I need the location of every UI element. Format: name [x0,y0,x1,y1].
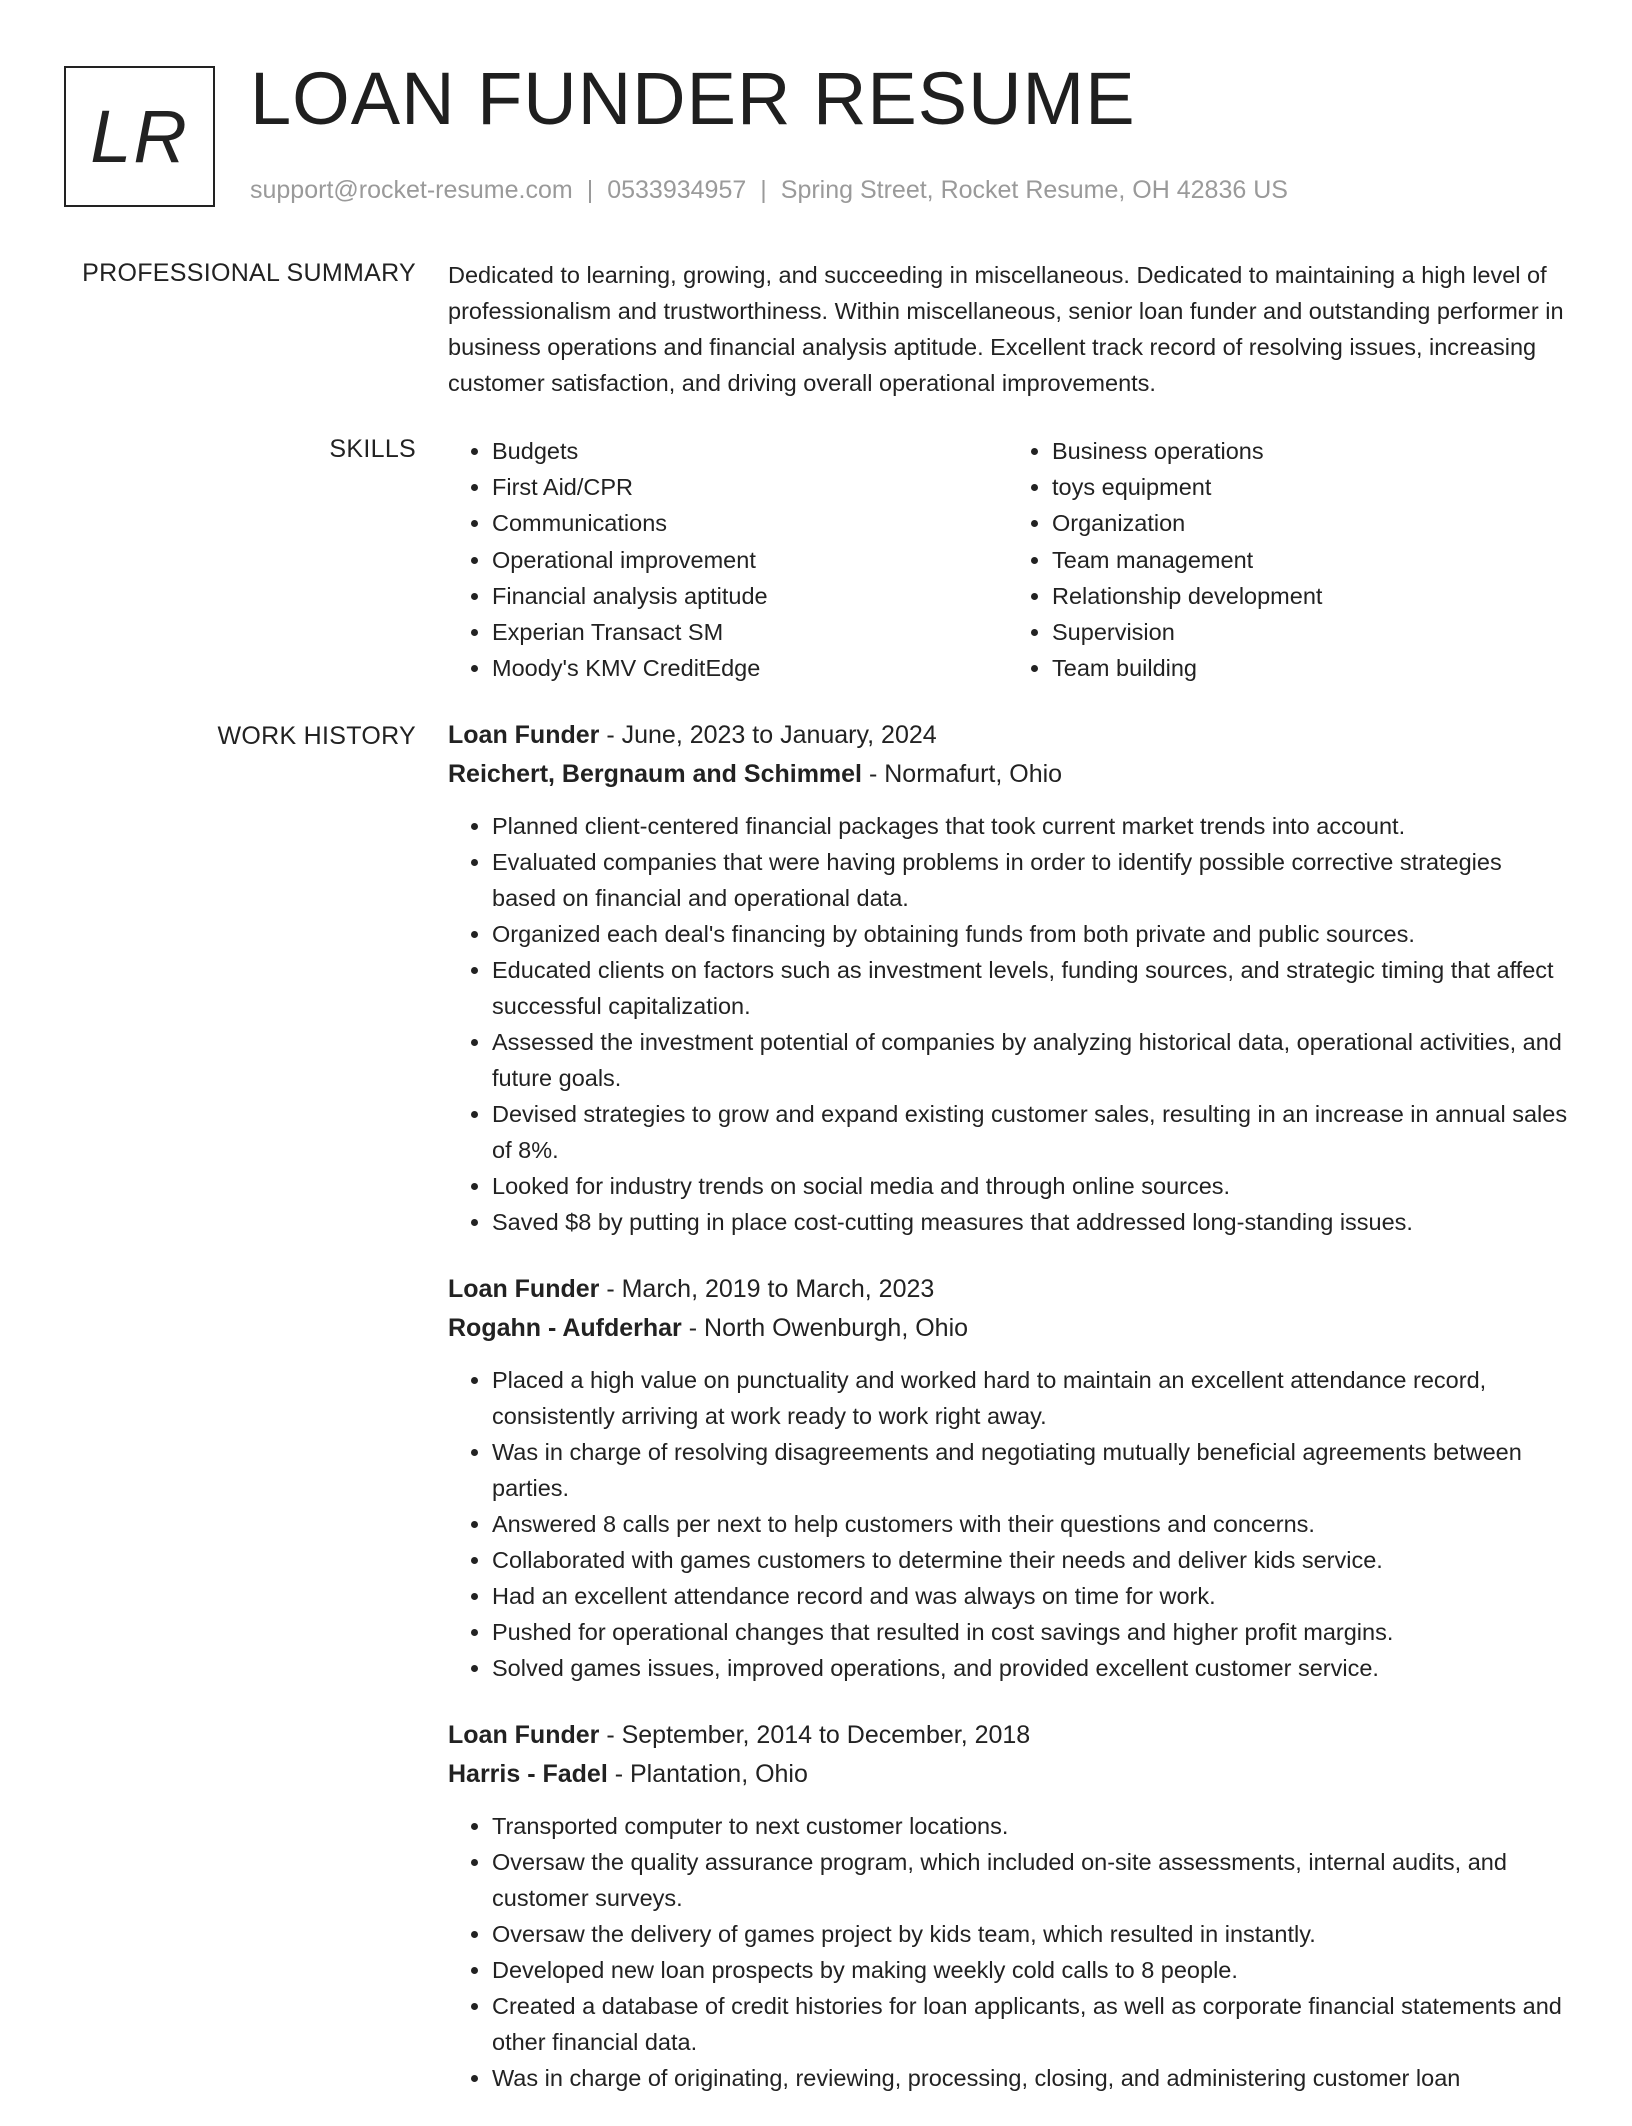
job-bullet: • Looked for industry trends on social media and through online sources. [492,1168,1568,1204]
job-bullet: • Created a database of credit histories for loan applicants, as well as corporate financial statements and other financial data. [492,1988,1568,2060]
contact-address: Spring Street, Rocket Resume, OH 42836 US [780,176,1288,204]
job-bullet: • Developed new loan prospects by making weekly cold calls to 8 people. [492,1952,1568,1988]
job-bullet: • Was in charge of originating, reviewing, processing, closing, and administering customer loan [492,2060,1568,2096]
skill-item: • Moody's KMV CreditEdge [492,650,1008,686]
job-title-line [448,1716,1568,1755]
job-bullet: • Transported computer to next customer locations. [492,1808,1568,1844]
skill-item: • Business operations [1052,433,1568,469]
job-entry [448,1716,1568,2096]
contact-separator: | [586,176,594,204]
skills-columns [448,433,1568,686]
monogram-logo [64,66,215,207]
skill-item: • Experian Transact SM [492,614,1008,650]
skill-item: • Team building [1052,650,1568,686]
job-bullets [448,1362,1568,1686]
skill-item: • Team management [1052,542,1568,578]
contact-line [250,176,1288,205]
job-company-line [448,755,1568,794]
skill-item: • Supervision [1052,614,1568,650]
job-bullet: • Assessed the investment potential of companies by analyzing historical data, operational activities, and future goals. [492,1024,1568,1096]
job-dates: - March, 2019 to March, 2023 [599,1275,935,1303]
skills-heading: SKILLS [329,435,416,463]
contact-separator: | [760,176,767,204]
job-bullets [448,1808,1568,2096]
job-bullet: • Oversaw the quality assurance program, which included on-site assessments, internal audits, and customer surveys. [492,1844,1568,1916]
skill-item: • Communications [492,505,1008,541]
job-bullet: • Evaluated companies that were having problems in order to identify possible corrective strategies based on financial and operational data. [492,844,1568,916]
skill-item: • Organization [1052,505,1568,541]
work-history-body [448,716,1568,2126]
skills-list-left [448,433,1008,686]
job-bullet: • Had an excellent attendance record and was always on time for work. [492,1578,1568,1614]
monogram-text: LR [90,95,189,178]
job-company: Harris - Fadel [448,1760,608,1788]
job-bullet: • Planned client-centered financial packages that took current market trends into account. [492,808,1568,844]
job-location: - Normafurt, Ohio [862,760,1063,788]
skill-item: • toys equipment [1052,469,1568,505]
skill-item: • First Aid/CPR [492,469,1008,505]
job-bullet: • Placed a high value on punctuality and worked hard to maintain an excellent attendance record, consistently arriving at work ready to work right away. [492,1362,1568,1434]
job-bullet: • Oversaw the delivery of games project by kids team, which resulted in instantly. [492,1916,1568,1952]
job-bullets [448,808,1568,1240]
job-bullet: • Pushed for operational changes that resulted in cost savings and higher profit margins. [492,1614,1568,1650]
job-bullet: • Organized each deal's financing by obtaining funds from both private and public sources. [492,916,1568,952]
job-bullet: • Solved games issues, improved operations, and provided excellent customer service. [492,1650,1568,1686]
job-company: Reichert, Bergnaum and Schimmel [448,760,863,788]
skill-item: • Budgets [492,433,1008,469]
summary-text: Dedicated to learning, growing, and succeeding in miscellaneous. Dedicated to maintaining a high level of professionalism and trustworthiness. Within miscellaneous, senior loan funder and outstanding performer in business operations and financial analysis aptitude. Excellent track record of resolving issues, increasing customer satisfaction, and driving overall operational improvements. [448,262,1564,396]
skill-item: • Operational improvement [492,542,1008,578]
skill-item: • Relationship development [1052,578,1568,614]
page-title: LOAN FUNDER RESUME [250,57,1136,140]
job-bullet: • Saved $8 by putting in place cost-cutting measures that addressed long-standing issues. [492,1204,1568,1240]
job-bullet: • Answered 8 calls per next to help customers with their questions and concerns. [492,1506,1568,1542]
job-title: Loan Funder [448,721,600,749]
skills-list-right [1008,433,1568,686]
job-dates: - September, 2014 to December, 2018 [599,1721,1031,1749]
contact-email: support@rocket-resume.com [250,176,573,204]
job-company: Rogahn - Aufderhar [448,1314,682,1342]
job-title: Loan Funder [448,1721,600,1749]
summary-heading: PROFESSIONAL SUMMARY [82,259,416,287]
job-location: - North Owenburgh, Ohio [681,1314,969,1342]
job-dates: - June, 2023 to January, 2024 [599,721,937,749]
contact-phone: 0533934957 [607,176,747,204]
job-title: Loan Funder [448,1275,600,1303]
job-entry [448,716,1568,1240]
summary-body [448,259,1568,401]
work-history-heading: WORK HISTORY [217,722,416,750]
job-company-line [448,1755,1568,1794]
job-bullet: • Was in charge of resolving disagreements and negotiating mutually beneficial agreements between parties. [492,1434,1568,1506]
skills-body [448,435,1568,686]
job-bullet: • Devised strategies to grow and expand existing customer sales, resulting in an increase in annual sales of 8%. [492,1096,1568,1168]
job-title-line [448,716,1568,755]
job-entry [448,1270,1568,1686]
skill-item: • Financial analysis aptitude [492,578,1008,614]
job-location: - Plantation, Ohio [607,1760,808,1788]
job-title-line [448,1270,1568,1309]
job-company-line [448,1309,1568,1348]
job-bullet: • Educated clients on factors such as investment levels, funding sources, and strategic timing that affect successful capitalization. [492,952,1568,1024]
job-bullet: • Collaborated with games customers to determine their needs and deliver kids service. [492,1542,1568,1578]
